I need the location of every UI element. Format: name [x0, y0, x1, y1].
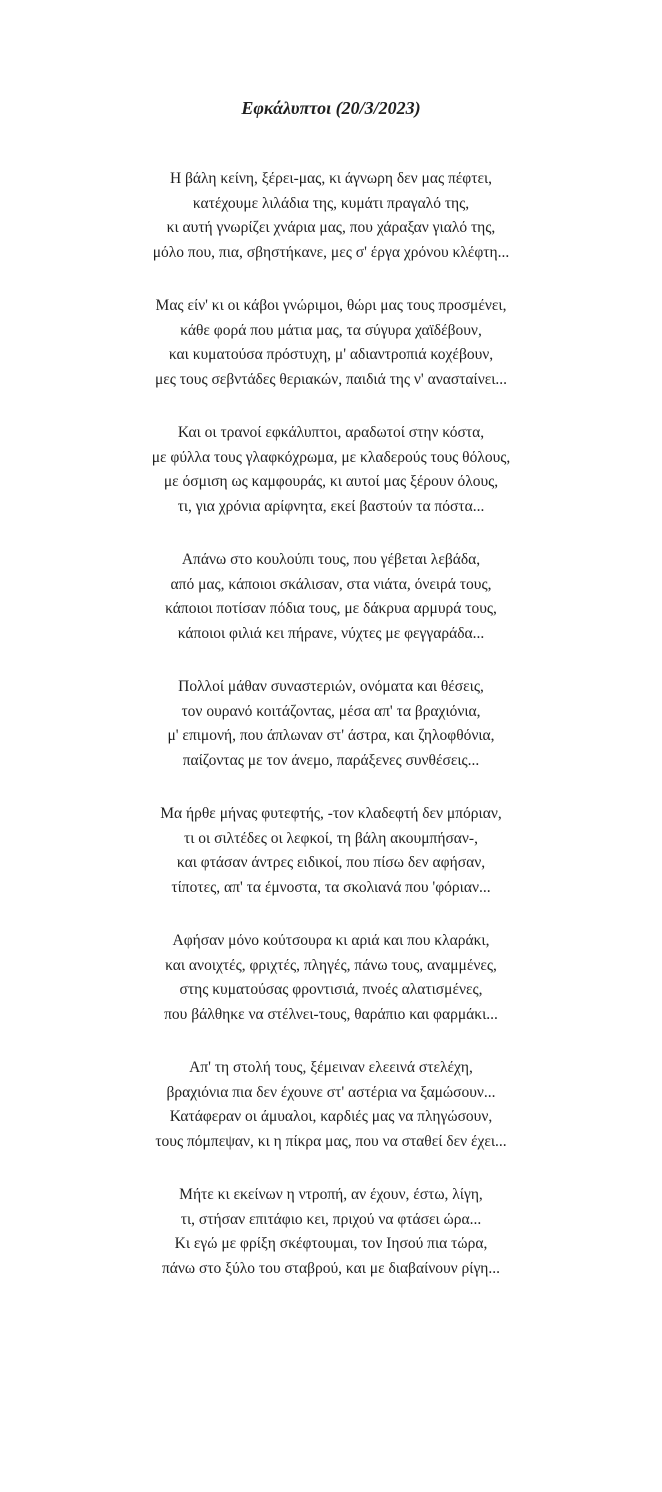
poem-line: βραχιόνια πια δεν έχουνε στ' αστέρια να ξαμώσουν... — [166, 1083, 496, 1101]
poem-line: που βάλθηκε να στέλνει-τους, θαράπιο και φαρμάκι... — [164, 1005, 498, 1023]
poem-line: από μας, κάποιοι σκάλισαν, στα νιάτα, όνειρά τους, — [170, 575, 492, 593]
poem-line: Απάνω στο κουλούπι τους, που γέβεται λεβάδα, — [181, 551, 481, 568]
poem-line: Πολλοί μάθαν συναστεριών, ονόματα και θέσεις, — [178, 678, 484, 695]
stanza — [0, 167, 662, 265]
stanza — [0, 421, 662, 519]
stanza — [0, 548, 662, 646]
poem-line: Απ' τη στολή τους, ξέμειναν ελεεινά στελέχη, — [189, 1059, 473, 1076]
poem-line: και ανοιχτές, φριχτές, πληγές, πάνω τους, αναμμένες, — [165, 956, 497, 974]
poem-line: κάποιοι ποτίσαν πόδια τους, με δάκρυα αρμυρά τους, — [165, 600, 497, 617]
poem-line: Κι εγώ με φρίξη σκέφτουμαι, τον Ιησού πια τώρα, — [174, 1235, 488, 1252]
stanza — [0, 294, 662, 392]
poem-line: και κυματούσα πρόστυχη, μ' αδιαντροπιά κοχέβουν, — [168, 346, 494, 363]
poem-line: Η βάλη κείνη, ξέρει-μας, κι άγνωρη δεν μας πέφτει, — [169, 170, 493, 187]
poem-line: τι, για χρόνια αρίφνητα, εκεί βαστούν τα πόστα... — [177, 497, 485, 515]
poem-line: πάνω στο ξύλο του σταβρού, και με διαβαίνουν ρίγη... — [161, 1259, 501, 1277]
stanza — [0, 675, 662, 773]
poem-line: μ' επιμονή, που άπλωναν στ' άστρα, και ζηλοφθόνια, — [167, 727, 495, 744]
poem-title: Εφκάλυπτοι (20/3/2023) — [241, 98, 421, 118]
stanza — [0, 1183, 662, 1281]
poem-line: τι, στήσαν επιτάφιο κει, πριχού να φτάσει ώρα... — [180, 1210, 482, 1228]
stanza — [0, 929, 662, 1027]
poem-line: τι οι σιλτέδες οι λεφκοί, τη βάλη ακουμπήσαν-, — [184, 829, 478, 847]
poem-line: τους πόμπεψαν, κι η πίκρα μας, που να σταθεί δεν έχει... — [155, 1132, 507, 1150]
poem-line: Μήτε κι εκείνων η ντροπή, αν έχουν, έστω, λίγη, — [179, 1186, 483, 1203]
poem-line: τίποτες, απ' τα έμνοστα, τα σκολιανά που 'φόριαν... — [171, 878, 491, 896]
poem-line: κάποιοι φιλιά κει πήρανε, νύχτες με φεγγαράδα... — [177, 624, 485, 642]
poem-line: τον ουρανό κοιτάζοντας, μέσα απ' τα βραχιόνια, — [181, 702, 481, 720]
poem-line: κι αυτή γνωρίζει χνάρια μας, που χάραξαν γιαλό της, — [166, 219, 496, 236]
poem-line: κατέχουμε λιλάδια της, κυμάτι πραγαλό της, — [192, 194, 470, 212]
poem-line: μες τους σεβντάδες θεριακών, παιδιά της ν' ανασταίνει... — [154, 370, 508, 388]
poem-line: με φύλλα τους γλαφκόχρωμα, με κλαδερούς τους θόλους, — [151, 448, 511, 466]
poem-line: Και οι τρανοί εφκάλυπτοι, αραδωτοί στην κόστα, — [177, 424, 485, 441]
poem-line: Κατάφεραν οι άμυαλοι, καρδιές μας να πληγώσουν, — [169, 1108, 493, 1125]
poem-line: κάθε φορά που μάτια μας, τα σύγυρα χαϊδέβουν, — [180, 321, 482, 339]
poem-line: μόλο που, πια, σβηστήκανε, μες σ' έργα χρόνου κλέφτη... — [152, 243, 510, 261]
stanza — [0, 802, 662, 900]
poem-line: Μας είν' κι οι κάβοι γνώριμοι, θώρι μας τους προσμένει, — [155, 297, 507, 314]
poem-line: και φτάσαν άντρες ειδικοί, που πίσω δεν αφήσαν, — [176, 854, 486, 871]
poem-line: με όσμιση ως καμφουράς, κι αυτοί μας ξέρουν όλους, — [163, 473, 499, 490]
poem-line: Αφήσαν μόνο κούτσουρα κι αριά και που κλαράκι, — [172, 932, 490, 949]
stanza — [0, 1056, 662, 1154]
poem-line: Μα ήρθε μήνας φυτεφτής, -τον κλαδεφτή δεν μπόριαν, — [160, 805, 502, 822]
poem-body — [0, 167, 662, 1310]
poem-line: στης κυματούσας φροντισιά, πνοές αλατισμένες, — [179, 981, 483, 998]
poem-line: παίζοντας με τον άνεμο, παράξενες συνθέσεις... — [182, 751, 480, 769]
